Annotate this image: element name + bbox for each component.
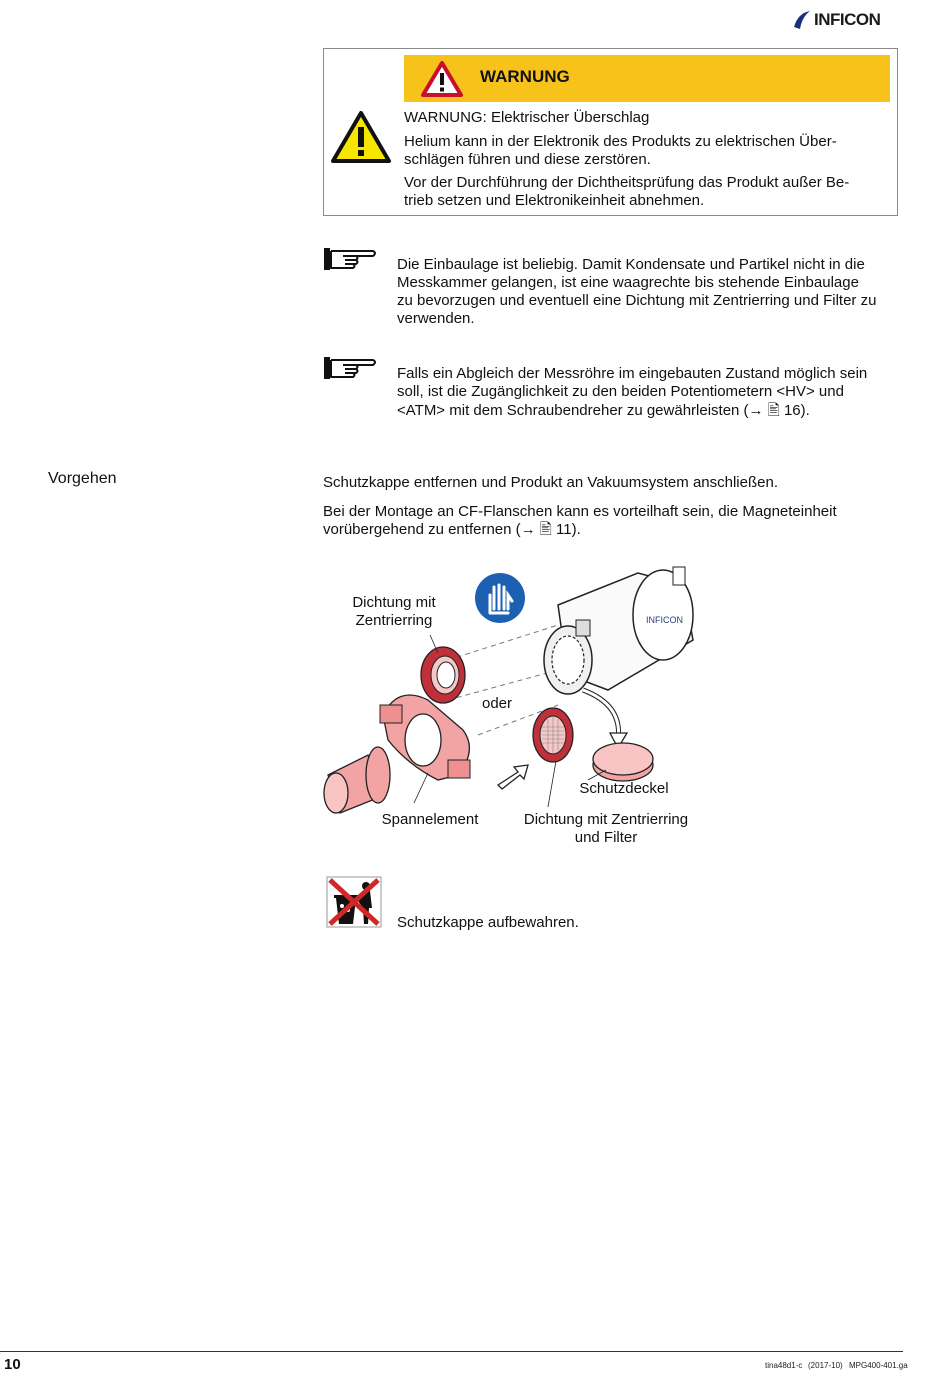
note-1-line-4: verwenden. <box>397 310 475 327</box>
protective-cap <box>593 743 653 781</box>
note-1-line-2: Messkammer gelangen, ist eine waagrechte bis stehende Einbaulage <box>397 274 859 291</box>
inficon-logo-mark <box>792 9 812 31</box>
warning-triangle-small-icon <box>420 60 464 98</box>
warning-line-2a: Vor der Durchführung der Dichtheitsprüfung das Produkt außer Be- <box>404 174 850 191</box>
label-clamp: Spannelement <box>381 811 479 828</box>
label-seal-line-1: Dichtung mit <box>352 594 436 611</box>
assembly-direction-arrow <box>498 765 528 789</box>
warning-triangle-icon <box>330 110 392 164</box>
footer-date: (2017-10) <box>808 1361 843 1370</box>
flange-tube <box>324 747 390 813</box>
warning-header-bar <box>404 55 890 102</box>
note-2-line-3: <ATM> mit dem Schraubendreher zu gewährleisten (→ 🖹 16). <box>397 402 810 419</box>
warning-title: WARNUNG <box>480 67 570 86</box>
disposal-text: Schutzkappe aufbewahren. <box>397 914 579 931</box>
inficon-logo <box>792 8 902 32</box>
logo-text: INFICON <box>814 10 881 29</box>
warning-subtitle: WARNUNG: Elektrischer Überschlag <box>404 109 650 126</box>
filter-seal <box>533 708 573 762</box>
gauge-body <box>544 567 693 694</box>
procedure-step-2b: vorübergehend zu entfernen (→ 🖹 11). <box>323 521 581 538</box>
pointing-hand-icon <box>323 245 378 273</box>
clamp-element <box>380 695 470 780</box>
footer-rule <box>0 1351 903 1352</box>
label-protective-cap: Schutzdeckel <box>579 780 669 797</box>
pointing-hand-icon <box>323 354 378 382</box>
label-or: oder <box>481 695 513 712</box>
procedure-heading: Vorgehen <box>48 470 117 487</box>
label-seal-line-2: Zentrierring <box>355 612 433 629</box>
note-2-line-1: Falls ein Abgleich der Messröhre im eingebauten Zustand möglich sein <box>397 365 868 382</box>
label-filter-line-1: Dichtung mit Zentrierring <box>523 811 689 828</box>
footer-file: MPG400-401.ga <box>849 1361 908 1370</box>
no-disposal-icon <box>326 876 382 928</box>
note-1-line-3: zu bevorzugen und eventuell eine Dichtung mit Zentrierring und Filter zu <box>397 292 877 309</box>
page-number: 10 <box>4 1356 21 1373</box>
procedure-step-1: Schutzkappe entfernen und Produkt an Vakuumsystem anschließen. <box>323 474 778 491</box>
footer-doc-id: tina48d1-c <box>765 1361 803 1370</box>
note-1-line-1: Die Einbaulage ist beliebig. Damit Kondensate und Partikel nicht in die <box>397 256 865 273</box>
note-2-line-2: soll, ist die Zugänglichkeit zu den beiden Potentiometern <HV> und <box>397 383 844 400</box>
warning-line-2b: trieb setzen und Elektronikeinheit abnehmen. <box>404 192 705 209</box>
centering-ring-seal <box>421 647 465 703</box>
warning-line-1a: Helium kann in der Elektronik des Produkts zu elektrischen Über- <box>404 133 837 150</box>
gauge-brand-text: INFICON <box>646 615 683 625</box>
label-filter-line-2: und Filter <box>574 829 638 846</box>
wear-gloves-icon <box>475 573 525 623</box>
procedure-step-2a: Bei der Montage an CF-Flanschen kann es vorteilhaft sein, die Magneteinheit <box>323 503 837 520</box>
warning-line-1b: schlägen führen und diese zerstören. <box>404 151 651 168</box>
